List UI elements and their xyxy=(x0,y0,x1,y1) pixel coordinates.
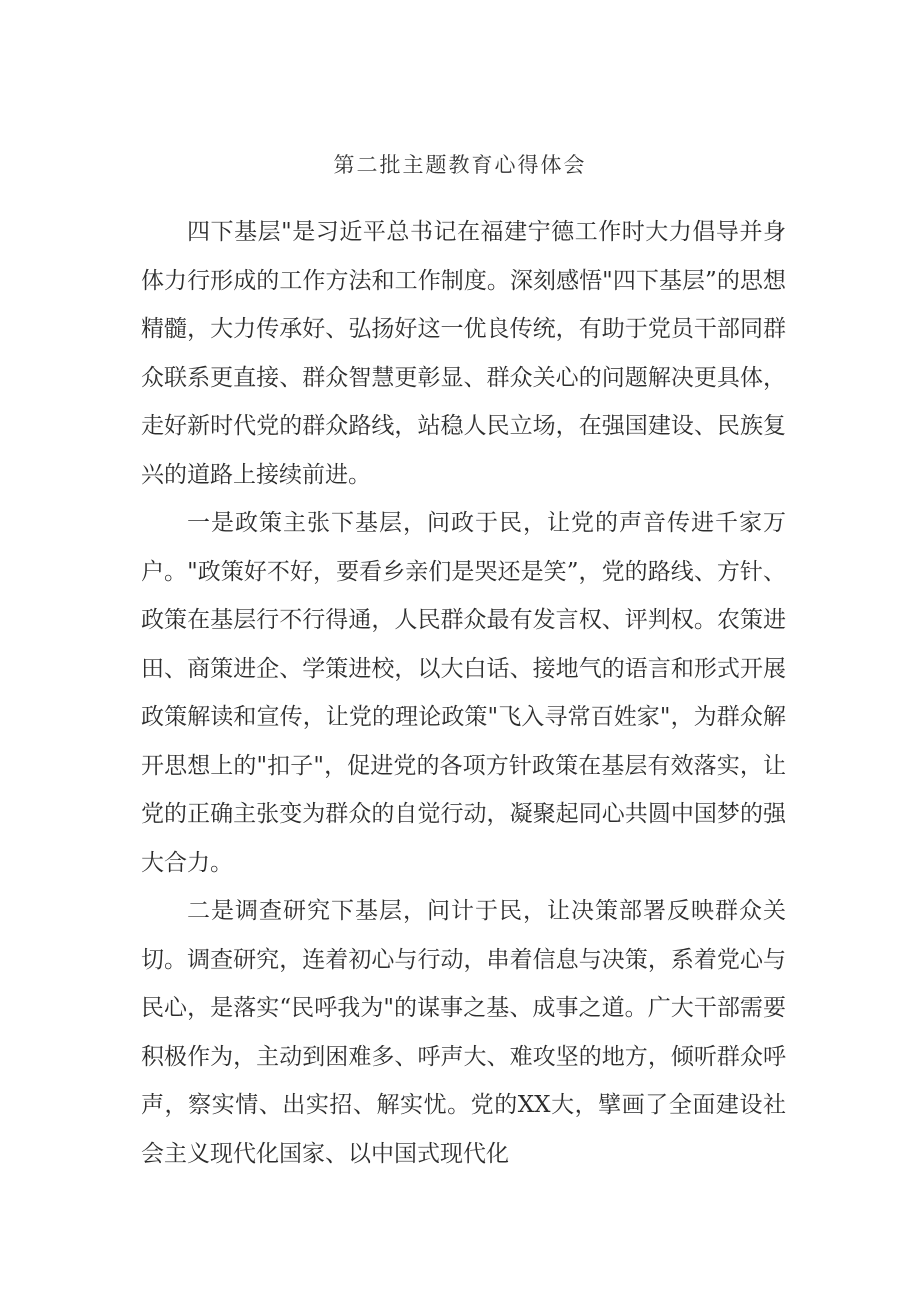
paragraph-policy: 一是政策主张下基层，问政于民，让党的声音传进千家万户。"政策好不好，要看乡亲们是哭还是笑”，党的路线、方针、政策在基层行不行得通，人民群众最有发言权、评判权。农策进田、商策进企、学策进校，以大白话、接地气的语言和形式开展政策解读和宣传，让党的理论政策"飞入寻常百姓家"，为群众解开思想上的"扣子"，促进党的各项方针政策在基层有效落实，让党的正确主张变为群众的自觉行动，凝聚起同心共圆中国梦的强大合力。 xyxy=(141,510,786,876)
document-body xyxy=(141,208,786,1178)
paragraph-research: 二是调查研究下基层，问计于民，让决策部署反映群众关切。调查研究，连着初心与行动，串着信息与决策，系着党心与民心，是落实“民呼我为"的谋事之基、成事之道。广大干部需要积极作为，主动到困难多、呼声大、难攻坚的地方，倾听群众呼声，察实情、出实招、解实忧。党的XX大，擘画了全面建设社会主义现代化国家、以中国式现代化 xyxy=(141,898,786,1167)
document-title: 第二批主题教育心得体会 xyxy=(333,153,587,177)
paragraph-intro: 四下基层"是习近平总书记在福建宁德工作时大力倡导并身体力行形成的工作方法和工作制度。深刻感悟"四下基层”的思想精髓，大力传承好、弘扬好这一优良传统，有助于党员干部同群众联系更直接、群众智慧更彰显、群众关心的问题解决更具体，走好新时代党的群众路线，站稳人民立场，在强国建设、民族复兴的道路上接续前进。 xyxy=(141,219,786,488)
